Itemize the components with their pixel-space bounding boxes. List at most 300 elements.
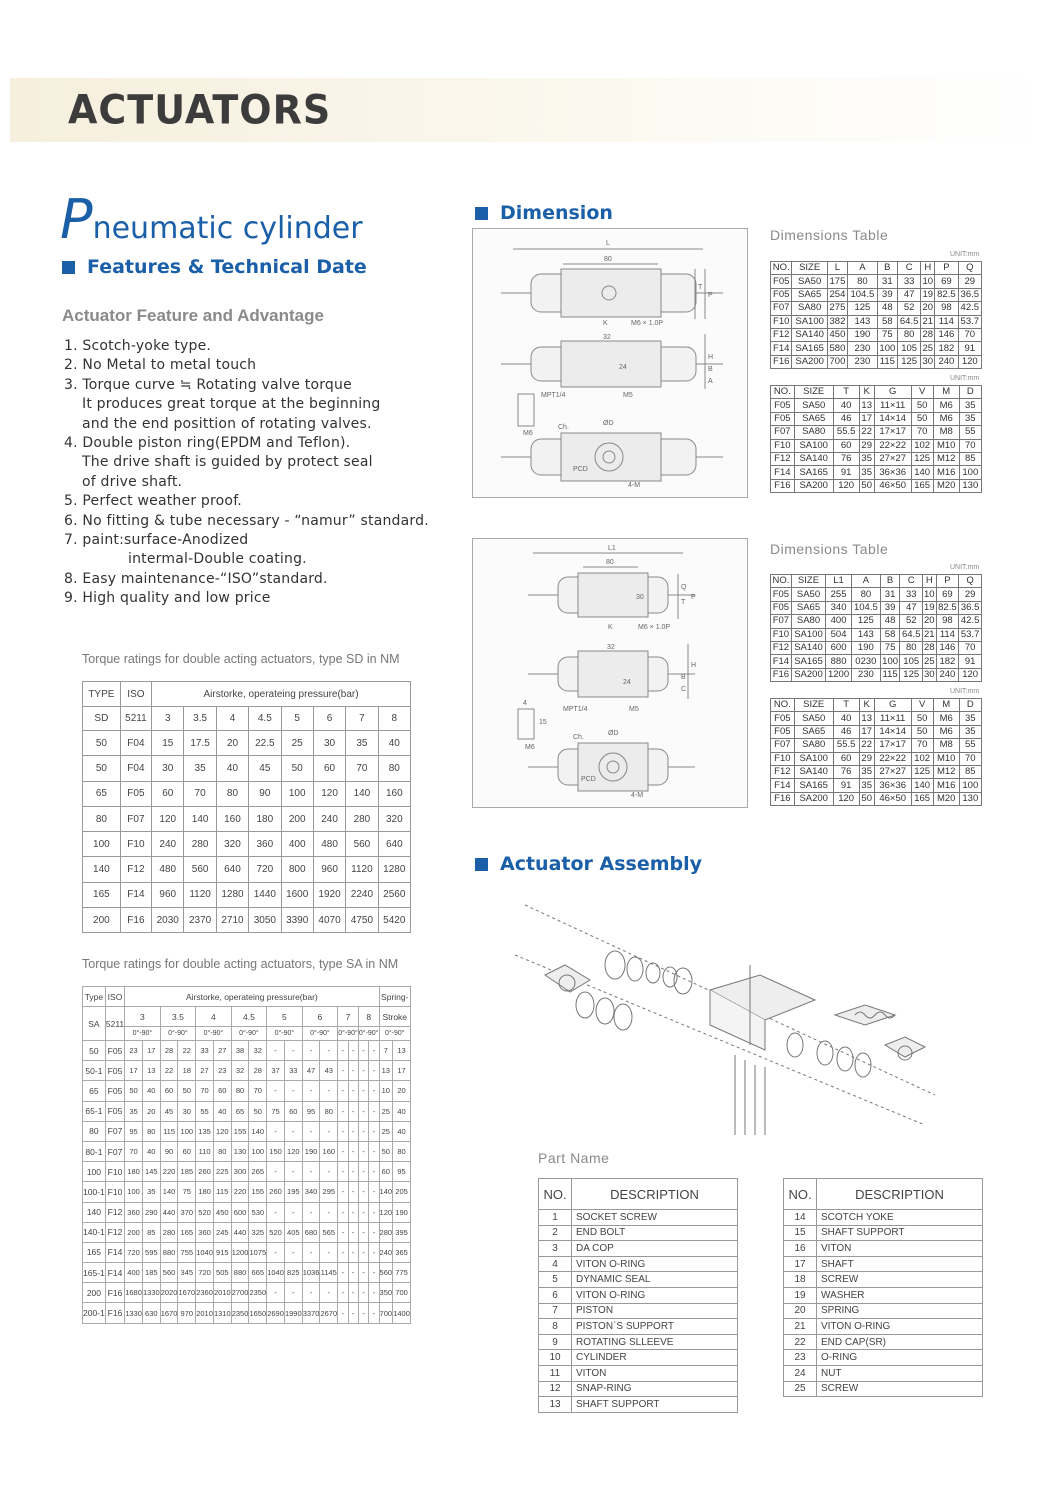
table-cell: - xyxy=(338,1263,348,1283)
table-cell: 32 xyxy=(231,1061,249,1081)
part-description: SPRING xyxy=(817,1303,983,1319)
table-cell: 80 xyxy=(231,1081,249,1101)
column-header: D xyxy=(959,386,981,399)
table-cell: - xyxy=(302,1202,320,1222)
table-cell: 55.5 xyxy=(833,426,859,439)
table-cell: - xyxy=(338,1081,348,1101)
table-cell: F07 xyxy=(771,302,792,315)
column-header: 8 xyxy=(378,707,410,731)
table-cell: 82.5 xyxy=(935,288,958,301)
table-cell: F07 xyxy=(105,1121,124,1141)
column-header: 3.5 xyxy=(160,1007,196,1027)
column-header: NO. xyxy=(772,575,790,587)
table-cell: 22 xyxy=(859,426,874,439)
table-cell: 70 xyxy=(346,756,378,781)
column-header: A xyxy=(848,262,878,275)
table-cell: 775 xyxy=(393,1263,411,1283)
table-cell: F05 xyxy=(105,1041,124,1061)
column-header: C xyxy=(897,262,920,275)
table-cell: 14×14 xyxy=(874,725,911,738)
table-row xyxy=(771,452,982,465)
drawing2-label-m6: M6 xyxy=(525,744,535,751)
column-header: B xyxy=(877,262,897,275)
drawing-label-a: A xyxy=(708,378,713,385)
table-cell: - xyxy=(369,1222,379,1242)
actuator-drawing-bottom-svg xyxy=(473,539,747,807)
table-cell: 190 xyxy=(848,328,878,341)
table-cell: 505 xyxy=(213,1263,231,1283)
part-description: DA COP xyxy=(572,1241,738,1257)
table-cell: - xyxy=(338,1202,348,1222)
table-cell: 105 xyxy=(900,655,923,668)
table-cell: - xyxy=(348,1182,358,1202)
table-cell: - xyxy=(320,1041,338,1061)
table-cell: 405 xyxy=(284,1222,302,1242)
table-cell: 700 xyxy=(827,355,847,368)
table-row xyxy=(771,288,982,301)
table-cell: - xyxy=(302,1081,320,1101)
table-cell: 35 xyxy=(859,452,874,465)
table-cell: 560 xyxy=(160,1263,178,1283)
table-cell: 100 xyxy=(83,1162,106,1182)
table-cell: 70 xyxy=(911,426,933,439)
table-row xyxy=(771,792,982,805)
table-cell: SA140 xyxy=(794,765,833,778)
table-cell: 520 xyxy=(267,1222,285,1242)
table-cell: 1670 xyxy=(160,1303,178,1323)
table-cell: 2690 xyxy=(267,1303,285,1323)
table-cell: - xyxy=(348,1061,358,1081)
drawing-label-thread: M6 × 1.0P xyxy=(631,320,664,327)
table-cell: 120 xyxy=(833,792,859,805)
column-header: 0°-90° xyxy=(338,1027,359,1041)
table-cell: 46 xyxy=(833,412,859,425)
table-cell: 58 xyxy=(877,315,897,328)
drawing-label-p: P xyxy=(708,292,713,299)
table-cell: 91 xyxy=(958,342,981,355)
part-number: 1 xyxy=(539,1210,572,1226)
table-cell: 35 xyxy=(142,1182,160,1202)
column-header: SIZE xyxy=(791,575,825,588)
table-cell: - xyxy=(358,1303,368,1323)
table-cell: F16 xyxy=(120,908,151,933)
table-cell: 17.5 xyxy=(184,731,216,756)
table-cell: 52 xyxy=(897,302,920,315)
part-description: O-RING xyxy=(817,1350,983,1366)
column-header: 0°-90° xyxy=(302,1027,338,1041)
table-cell: M16 xyxy=(933,779,959,792)
part-description: SOCKET SCREW xyxy=(572,1210,738,1226)
table-row xyxy=(83,882,411,907)
column-header: H xyxy=(923,575,936,588)
table-cell: - xyxy=(338,1101,348,1121)
table-cell: 0230 xyxy=(851,655,880,668)
table-row xyxy=(539,1303,738,1319)
table-cell: 20 xyxy=(216,731,248,756)
table-cell: 80-1 xyxy=(83,1141,106,1161)
column-header: NO. xyxy=(784,1179,817,1210)
part-description: SHAFT SUPPORT xyxy=(572,1397,738,1413)
table-cell: 95 xyxy=(302,1101,320,1121)
table-row xyxy=(771,355,982,368)
table-row xyxy=(83,756,411,781)
table-cell: F04 xyxy=(120,731,151,756)
table-cell: - xyxy=(302,1162,320,1182)
table-cell: 1670 xyxy=(178,1283,196,1303)
table-cell: F07 xyxy=(105,1141,124,1161)
table-cell: 320 xyxy=(378,806,410,831)
table-cell: 19 xyxy=(922,288,934,300)
table-cell: SA80 xyxy=(794,739,833,752)
table-cell: 102 xyxy=(911,439,933,452)
table-cell: 46 xyxy=(833,725,859,738)
feature-subtitle: Actuator Feature and Advantage xyxy=(62,306,324,325)
table-cell: 25 xyxy=(281,731,313,756)
table-cell: 115 xyxy=(160,1121,178,1141)
table-cell: 50 xyxy=(178,1081,196,1101)
table-cell: 560 xyxy=(346,832,378,857)
table-cell: 35 xyxy=(346,731,378,756)
table-cell: 40 xyxy=(393,1121,411,1141)
part-number: 24 xyxy=(784,1365,817,1381)
table-cell: 36×36 xyxy=(874,779,911,792)
table-cell: 28 xyxy=(249,1061,267,1081)
torque-sd-table xyxy=(82,681,411,933)
assembly-heading-text: Actuator Assembly xyxy=(500,853,703,875)
table-cell: 120 xyxy=(284,1141,302,1161)
table-cell: 115 xyxy=(877,355,897,368)
table-row xyxy=(539,1334,738,1350)
part-number: 11 xyxy=(539,1365,572,1381)
part-description: SHAFT SUPPORT xyxy=(817,1225,983,1241)
table-cell: 20 xyxy=(142,1101,160,1121)
column-header: 7 xyxy=(338,1007,359,1027)
table-cell: 450 xyxy=(213,1202,231,1222)
table-cell: 100 xyxy=(882,655,899,667)
drawing2-label-pcd: PCD xyxy=(581,776,596,783)
column-header: 6 xyxy=(313,707,345,731)
feature-line: 6. No fitting & tube necessary - “namur” standard. xyxy=(64,512,429,529)
table-cell: 60 xyxy=(833,752,859,765)
table-cell: 47 xyxy=(302,1061,320,1081)
table-cell: F14 xyxy=(105,1242,124,1262)
table-cell: F14 xyxy=(771,466,795,479)
drawing-label-mpt: MPT1/4 xyxy=(541,392,566,399)
table-cell: 20 xyxy=(924,615,935,627)
table-cell: 350 xyxy=(379,1283,393,1303)
table-cell: - xyxy=(267,1081,285,1101)
part-description: NUT xyxy=(817,1365,983,1381)
table-cell: F16 xyxy=(771,479,795,492)
table-cell: 85 xyxy=(959,452,981,465)
table-cell: - xyxy=(348,1283,358,1303)
table-cell: 140 xyxy=(160,1182,178,1202)
table-row xyxy=(83,1182,411,1202)
feature-line: 1. Scotch-yoke type. xyxy=(64,338,212,354)
drawing2-label-b: B xyxy=(681,674,686,681)
table-cell: F05 xyxy=(120,781,151,806)
table-row xyxy=(539,1241,738,1257)
table-cell: 90 xyxy=(249,781,281,806)
table-cell: 125 xyxy=(911,452,933,465)
table-cell: 70 xyxy=(911,739,933,752)
unit-label: UNIT:mm xyxy=(950,688,980,695)
actuator-drawing-top-svg xyxy=(473,229,747,497)
table-cell: 680 xyxy=(302,1222,320,1242)
table-cell: 165 xyxy=(83,1242,106,1262)
table-cell: SA165 xyxy=(794,779,833,792)
table-cell: 130 xyxy=(959,479,981,492)
table-cell: 190 xyxy=(393,1202,411,1222)
table-cell: 60 xyxy=(833,439,859,452)
table-cell: 40 xyxy=(833,399,859,412)
table-cell: 115 xyxy=(213,1182,231,1202)
table-row xyxy=(539,1397,738,1413)
table-cell: 110 xyxy=(196,1141,214,1161)
table-cell: 80 xyxy=(900,641,923,654)
table-cell: 98 xyxy=(935,302,958,315)
part-description: PISTON`S SUPPORT xyxy=(572,1319,738,1335)
table-cell: 140 xyxy=(379,1182,393,1202)
table-cell: 400 xyxy=(826,615,852,628)
drawing2-label-15: 15 xyxy=(539,719,547,726)
table-cell: 220 xyxy=(231,1182,249,1202)
table-cell: 11×11 xyxy=(874,399,911,412)
table-cell: 265 xyxy=(249,1162,267,1182)
table-row xyxy=(771,439,982,452)
table-cell: - xyxy=(338,1182,348,1202)
table-cell: 31 xyxy=(877,275,897,288)
column-header: B xyxy=(880,575,900,588)
table-cell: 2030 xyxy=(152,908,184,933)
column-header: NO. xyxy=(539,1179,572,1210)
table-cell: 58 xyxy=(880,628,900,641)
table-row xyxy=(771,739,982,752)
table-row xyxy=(83,832,411,857)
table-cell: 70 xyxy=(959,752,981,765)
table-cell: F16 xyxy=(105,1303,124,1323)
part-description: WASHER xyxy=(817,1287,983,1303)
table-cell: 140 xyxy=(911,779,933,792)
column-header: 4.5 xyxy=(249,707,281,731)
table-cell: 22 xyxy=(859,739,874,752)
table-cell: SA200 xyxy=(794,479,833,492)
table-cell: - xyxy=(358,1121,368,1141)
table-cell: 36×36 xyxy=(874,466,911,479)
table-cell: 35 xyxy=(859,765,874,778)
column-header: NO. xyxy=(771,386,795,399)
features-heading-text: Features & Technical Date xyxy=(87,256,367,278)
table-cell: 20 xyxy=(922,302,934,314)
table-cell: 240 xyxy=(935,355,958,368)
table-cell: SA140 xyxy=(792,328,827,341)
table-cell: - xyxy=(267,1242,285,1262)
table-cell: 400 xyxy=(125,1263,143,1283)
table-row xyxy=(784,1334,983,1350)
part-description: SHAFT xyxy=(817,1256,983,1272)
table-cell: 85 xyxy=(959,765,981,778)
table-cell: 600 xyxy=(826,641,852,654)
table-cell: 22×22 xyxy=(874,752,911,765)
table-cell: 85 xyxy=(142,1222,160,1242)
part-number: 6 xyxy=(539,1287,572,1303)
table-cell: F12 xyxy=(771,452,795,465)
dimensions-table-title: Dimensions Table xyxy=(770,541,889,557)
table-row xyxy=(784,1319,983,1335)
table-cell: F07 xyxy=(120,806,151,831)
table-cell: - xyxy=(358,1222,368,1242)
table-cell: - xyxy=(369,1182,379,1202)
table-cell: - xyxy=(284,1283,302,1303)
table-cell: 80 xyxy=(393,1141,411,1161)
table-cell: 14×14 xyxy=(874,412,911,425)
unit-label: UNIT:mm xyxy=(950,251,980,258)
table-cell: 1280 xyxy=(216,882,248,907)
table-cell: 1330 xyxy=(142,1283,160,1303)
table-cell: 260 xyxy=(267,1182,285,1202)
table-cell: SA65 xyxy=(794,412,833,425)
table-row xyxy=(83,1162,411,1182)
column-header: 3 xyxy=(152,707,184,731)
part-number: 12 xyxy=(539,1381,572,1397)
table-cell: - xyxy=(348,1263,358,1283)
table-cell: 175 xyxy=(827,275,847,288)
part-description: ROTATING SLLEEVE xyxy=(572,1334,738,1350)
table-cell: 42.5 xyxy=(958,302,981,315)
table-cell: - xyxy=(320,1081,338,1101)
column-header: G xyxy=(874,699,911,712)
table-cell: SA200 xyxy=(794,792,833,805)
table-cell: 25 xyxy=(379,1121,393,1141)
column-header: T xyxy=(833,386,859,399)
table-cell: 1040 xyxy=(267,1263,285,1283)
table-cell: 182 xyxy=(936,655,959,668)
table-cell: 60 xyxy=(160,1081,178,1101)
table-cell: 1200 xyxy=(231,1242,249,1262)
table-cell: 22×22 xyxy=(874,439,911,452)
table-cell: 23 xyxy=(213,1061,231,1081)
table-row xyxy=(539,1319,738,1335)
table-cell: 80 xyxy=(83,806,121,831)
table-row xyxy=(771,601,982,614)
table-cell: - xyxy=(348,1041,358,1061)
drawing-label-80: 80 xyxy=(604,256,612,263)
table-cell: 70 xyxy=(959,439,981,452)
table-cell: F05 xyxy=(771,601,792,614)
column-header: P xyxy=(935,262,958,275)
table-cell: 10 xyxy=(922,275,934,287)
table-cell: 180 xyxy=(249,806,281,831)
table-cell: 47 xyxy=(900,601,923,614)
table-cell: 17×17 xyxy=(874,739,911,752)
table-cell: 2350 xyxy=(249,1283,267,1303)
table-cell: 1440 xyxy=(249,882,281,907)
table-cell: - xyxy=(320,1202,338,1222)
table-row xyxy=(83,1283,411,1303)
drawing2-label-q: Q xyxy=(681,584,687,591)
table-row xyxy=(539,1225,738,1241)
actuator-drawing-bottom xyxy=(472,538,748,808)
table-cell: 50 xyxy=(379,1141,393,1161)
drawing2-label-m5: M5 xyxy=(629,706,639,713)
table-row xyxy=(771,342,982,355)
table-cell: 35 xyxy=(959,399,981,412)
dimension-heading xyxy=(475,202,613,224)
table-cell: 50 xyxy=(249,1101,267,1121)
table-cell: 60 xyxy=(178,1141,196,1161)
table-cell: SA140 xyxy=(794,452,833,465)
table-cell: 17 xyxy=(393,1061,411,1081)
table-cell: 35 xyxy=(184,756,216,781)
part-name-title: Part Name xyxy=(538,1150,610,1166)
column-header: 4.5 xyxy=(231,1007,267,1027)
part-description: VITON O-RING xyxy=(572,1256,738,1272)
table-cell: - xyxy=(348,1222,358,1242)
table-cell: 280 xyxy=(160,1222,178,1242)
table-cell: 140 xyxy=(249,1121,267,1141)
column-header: 5211 xyxy=(105,1007,124,1041)
table-row xyxy=(771,668,982,681)
table-cell: 200 xyxy=(83,908,121,933)
table-cell: 31 xyxy=(880,588,900,601)
table-cell: 143 xyxy=(851,628,880,641)
drawing2-label-h: H xyxy=(691,662,697,669)
table-cell: 120 xyxy=(152,806,184,831)
part-description: PISTON xyxy=(572,1303,738,1319)
table-cell: 200-1 xyxy=(83,1303,106,1323)
table-cell: 125 xyxy=(851,615,880,628)
part-number: 20 xyxy=(784,1303,817,1319)
table-cell: 280 xyxy=(379,1222,393,1242)
drawing2-label-od: ØD xyxy=(608,730,619,737)
table-cell: - xyxy=(267,1202,285,1222)
drawing-label-t: T xyxy=(698,284,703,291)
drawing-label-k: K xyxy=(603,320,608,327)
drawing-label-l: L xyxy=(606,240,610,247)
unit-label: UNIT:mm xyxy=(950,564,980,571)
table-row xyxy=(771,426,982,439)
table-cell: 80 xyxy=(897,328,920,341)
drawing-label-32: 32 xyxy=(603,334,611,341)
table-cell: M6 xyxy=(933,712,959,725)
table-cell: 100-1 xyxy=(83,1182,106,1202)
table-row xyxy=(539,1287,738,1303)
table-cell: - xyxy=(348,1242,358,1262)
table-cell: 395 xyxy=(393,1222,411,1242)
table-cell: 13 xyxy=(379,1061,393,1081)
table-cell: 145 xyxy=(142,1162,160,1182)
table-cell: F12 xyxy=(771,328,792,341)
drawing2-label-ch: Ch. xyxy=(573,734,584,741)
table-cell: 700 xyxy=(379,1303,393,1323)
table-cell: - xyxy=(338,1283,348,1303)
table-cell: - xyxy=(284,1121,302,1141)
table-header-row xyxy=(83,987,411,1007)
table-cell: 205 xyxy=(393,1182,411,1202)
table-cell: 640 xyxy=(378,832,410,857)
table-cell: - xyxy=(369,1141,379,1161)
table-cell: M16 xyxy=(933,466,959,479)
column-header: 0°-90° xyxy=(267,1027,303,1041)
drawing2-label-80: 80 xyxy=(606,559,614,566)
table-cell: - xyxy=(358,1081,368,1101)
table-cell: 42.5 xyxy=(959,615,982,628)
table-cell: 48 xyxy=(880,615,900,628)
table-cell: 182 xyxy=(935,342,958,355)
table-cell: 520 xyxy=(196,1202,214,1222)
table-cell: SA65 xyxy=(792,288,827,301)
column-header: Spring- xyxy=(379,987,410,1007)
